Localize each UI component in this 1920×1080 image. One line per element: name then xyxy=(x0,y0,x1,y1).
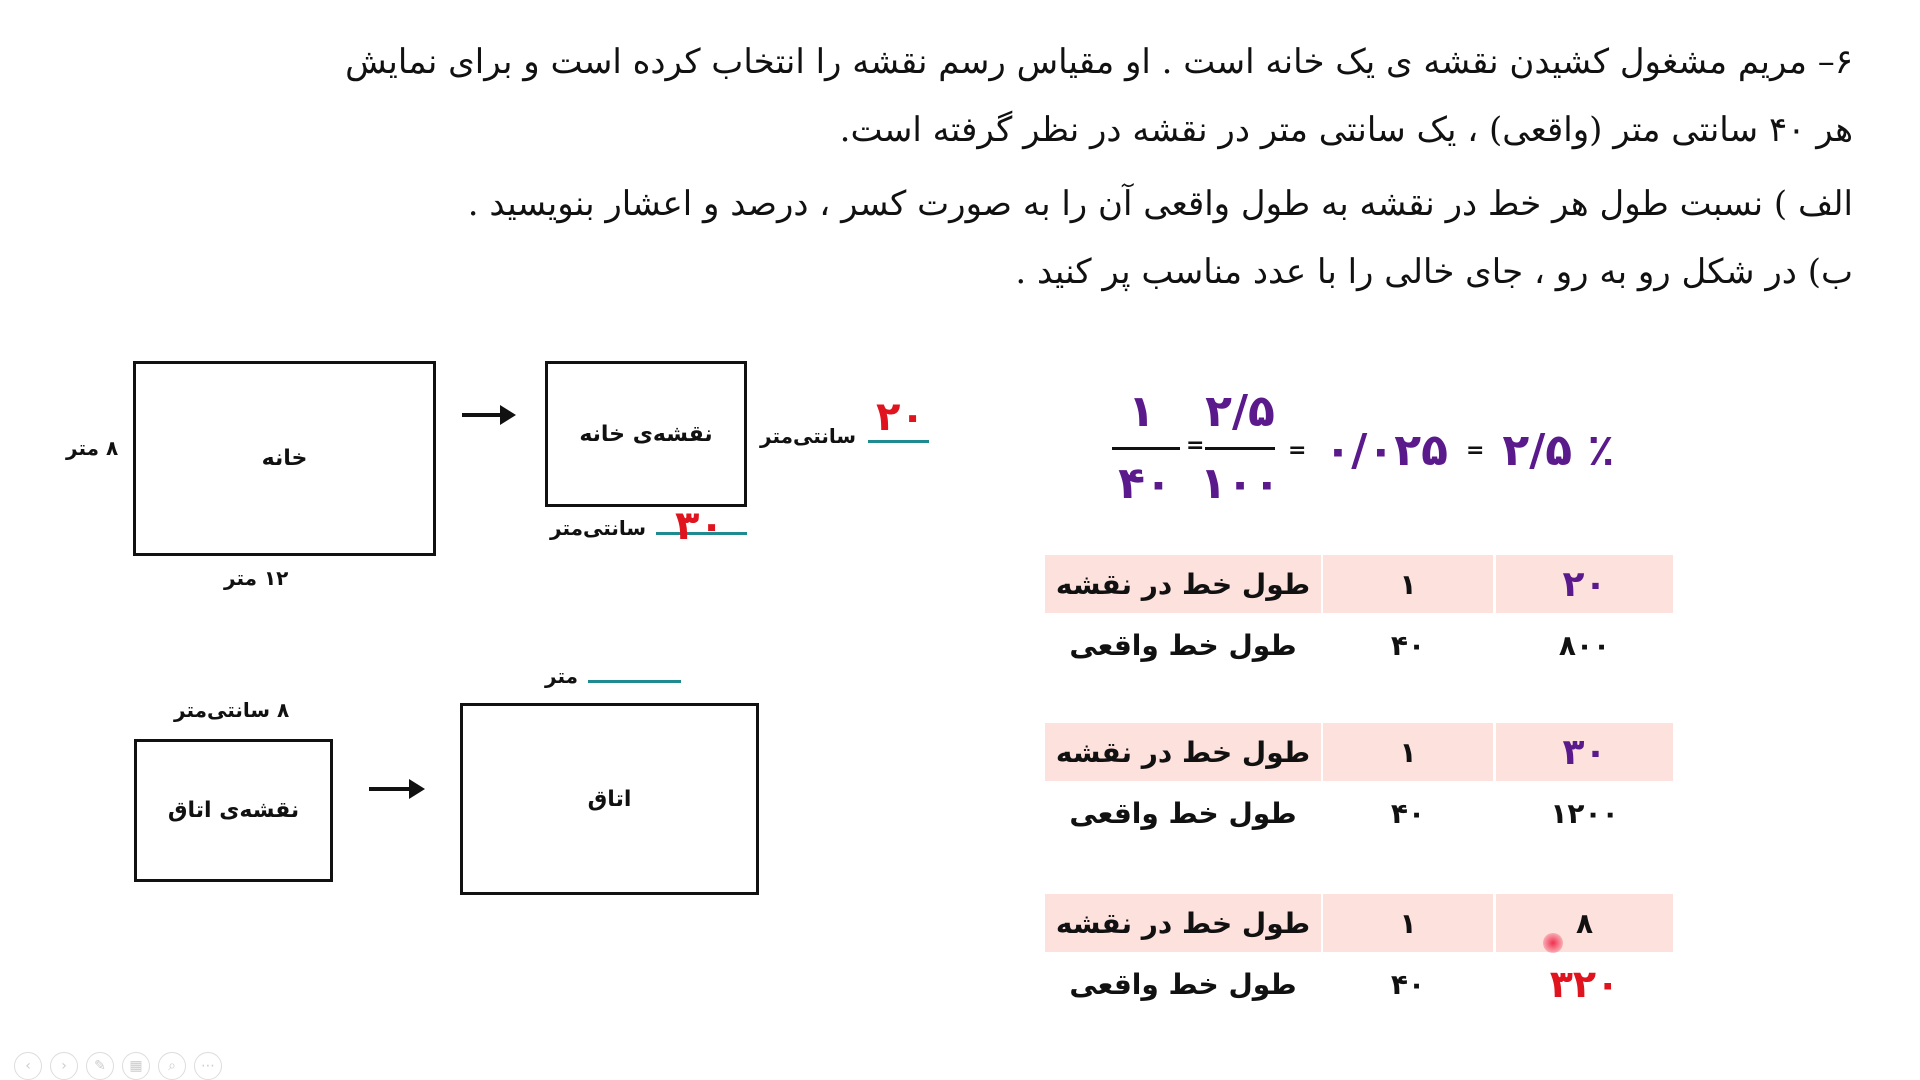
table-row xyxy=(1045,894,1673,952)
room-box xyxy=(460,703,759,895)
pen-icon[interactable]: ✎ xyxy=(86,1052,114,1080)
equals-sign: = xyxy=(1186,433,1205,458)
question-line: ۶– مریم مشغول کشیدن نقشه ی یک خانه است . او مقیاس رسم نقشه را انتخاب کرده است و برای نمایش xyxy=(345,42,1853,82)
map-height-answer: ۲۰ xyxy=(876,394,925,440)
equals-sign: = xyxy=(1288,438,1307,463)
map-width-unit: سانتی‌متر xyxy=(550,516,647,540)
ratio-table xyxy=(1045,555,1673,677)
room-map-box xyxy=(134,739,333,882)
question-line: هر ۴۰ سانتی متر (واقعی) ، یک سانتی متر در نقشه در نظر گرفته است. xyxy=(839,110,1853,150)
house-box xyxy=(133,361,436,556)
percent-value: ۲/۵ ٪ xyxy=(1502,425,1615,476)
scale-cell: ۴۰ xyxy=(1390,967,1426,1001)
slides-grid-icon[interactable]: ▦ xyxy=(122,1052,150,1080)
table-row xyxy=(1045,616,1673,674)
scale-cell: ۴۰ xyxy=(1390,628,1426,662)
map-height-unit: سانتی‌متر xyxy=(760,424,857,448)
map-height-blank xyxy=(868,440,929,443)
previous-icon[interactable]: ‹ xyxy=(14,1052,42,1080)
pointer-highlight-icon xyxy=(1543,933,1563,953)
house-width-label: ۱۲ متر xyxy=(224,566,289,590)
value-cell: ۱۲۰۰ xyxy=(1550,796,1619,830)
decimal-value: ۰/۰۲۵ xyxy=(1324,425,1448,476)
zoom-icon[interactable]: ⌕ xyxy=(158,1052,186,1080)
equals-sign: = xyxy=(1465,438,1485,463)
arrow-icon xyxy=(462,413,512,417)
scale-cell: ۱ xyxy=(1323,723,1493,781)
arrow-icon xyxy=(369,787,421,791)
room-width-unit: متر xyxy=(545,664,578,688)
answer-cell: ۲۰ xyxy=(1496,555,1673,613)
house-label: خانه xyxy=(261,446,308,471)
value-cell: ۸۰۰ xyxy=(1558,628,1611,662)
ratio-table xyxy=(1045,894,1673,1016)
row-label: طول خط در نقشه xyxy=(1045,723,1321,781)
ratio-table xyxy=(1045,723,1673,845)
next-icon[interactable]: › xyxy=(50,1052,78,1080)
room-map-label: نقشه‌ی اتاق xyxy=(167,798,300,823)
row-label: طول خط واقعی xyxy=(1069,628,1297,662)
row-label: طول خط در نقشه xyxy=(1045,555,1321,613)
value-cell: ۸ xyxy=(1496,894,1673,952)
scale-cell: ۱ xyxy=(1323,894,1493,952)
fraction1-denominator: ۴۰ xyxy=(1118,458,1172,509)
row-label: طول خط واقعی xyxy=(1069,967,1297,1001)
slide-toolbar xyxy=(14,1052,222,1080)
room-label: اتاق xyxy=(587,786,632,812)
decimal-percent-row xyxy=(1288,425,1614,476)
row-label: طول خط در نقشه xyxy=(1045,894,1321,952)
answer-cell: ۳۲۰ xyxy=(1549,962,1620,1006)
table-row xyxy=(1045,784,1673,842)
room-map-width-label: ۸ سانتی‌متر xyxy=(174,698,290,722)
scale-cell: ۴۰ xyxy=(1390,796,1426,830)
house-map-box xyxy=(545,361,747,507)
house-height-label: ۸ متر xyxy=(66,436,119,460)
table-row xyxy=(1045,555,1673,613)
fraction2-numerator: ۲/۵ xyxy=(1205,386,1275,437)
fraction-bar xyxy=(1112,447,1180,450)
question-line: الف ) نسبت طول هر خط در نقشه به طول واقعی آن را به صورت کسر ، درصد و اعشار بنویسید . xyxy=(467,184,1853,224)
fraction-bar xyxy=(1205,447,1275,450)
fraction2-denominator: ۱۰۰ xyxy=(1199,458,1281,509)
question-line: ب) در شکل رو به رو ، جای خالی را با عدد مناسب پر کنید . xyxy=(1015,252,1853,292)
table-row xyxy=(1045,723,1673,781)
row-label: طول خط واقعی xyxy=(1069,796,1297,830)
more-options-icon[interactable]: ⋯ xyxy=(194,1052,222,1080)
fraction1-numerator: ۱ xyxy=(1128,386,1155,437)
map-width-answer: ۳۰ xyxy=(675,503,724,549)
house-map-label: نقشه‌ی خانه xyxy=(579,421,713,447)
room-width-blank xyxy=(588,680,681,683)
scale-cell: ۱ xyxy=(1323,555,1493,613)
answer-cell: ۳۰ xyxy=(1496,723,1673,781)
table-row xyxy=(1045,955,1673,1013)
